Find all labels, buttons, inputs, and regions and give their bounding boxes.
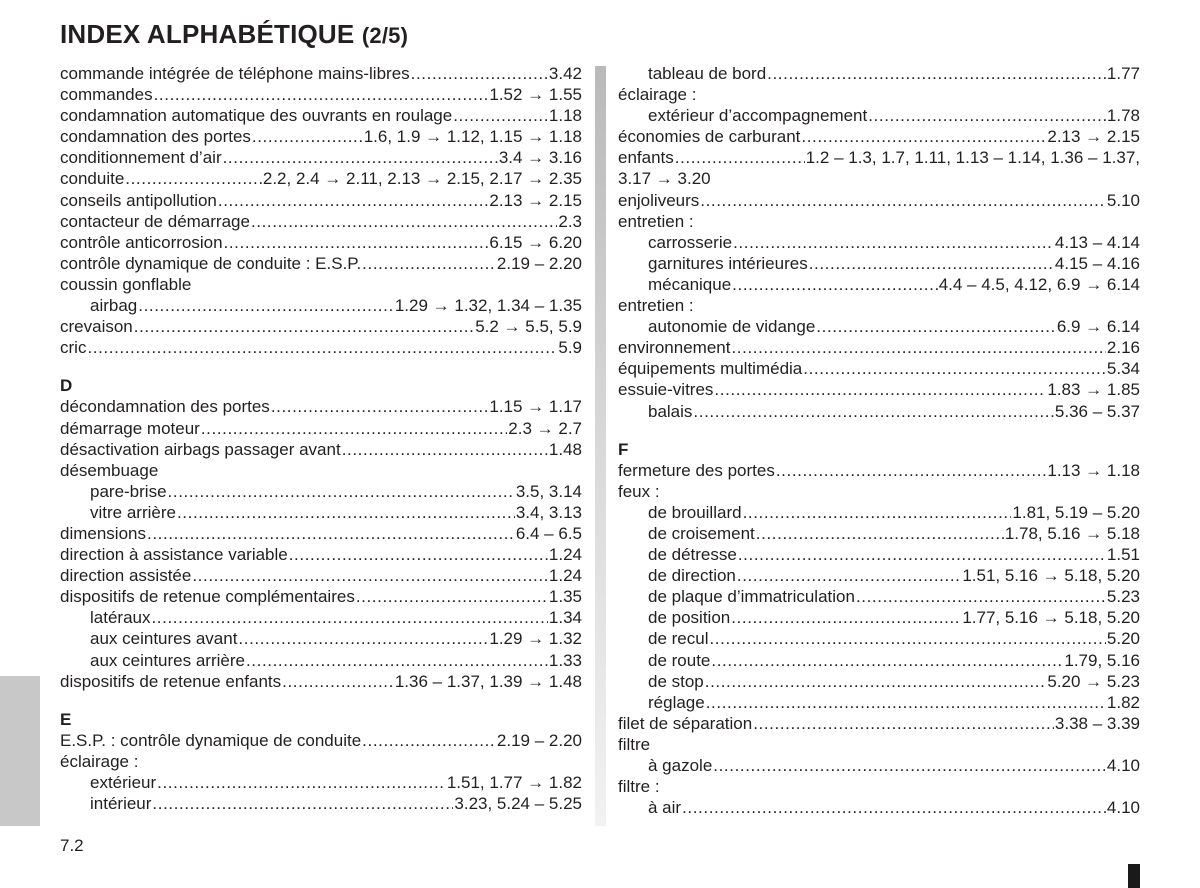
entry-page-refs: 1.48: [548, 439, 582, 459]
entry-page-refs: 1.82: [1106, 692, 1140, 712]
index-group-label: éclairage :: [618, 85, 697, 105]
dot-leader: [731, 337, 1105, 358]
entry-term: mécanique: [648, 274, 732, 294]
index-entry: [60, 190, 582, 211]
entry-page-refs: 6.9 → 6.14: [1056, 317, 1140, 337]
index-entry: [60, 481, 582, 502]
entry-term: fermeture des portes: [618, 460, 775, 480]
entry-page-refs: 4.10: [1106, 798, 1140, 818]
entry-term: de croisement: [648, 523, 755, 543]
entry-page-refs: 2.16: [1106, 338, 1140, 358]
entry-page-refs: 1.77, 5.16 → 5.18, 5.20: [962, 608, 1140, 628]
entry-page-refs: 4.15 – 4.16: [1054, 253, 1140, 273]
dot-leader: [756, 523, 1004, 544]
index-entry: [60, 439, 582, 460]
dot-leader: [192, 565, 548, 586]
index-entry: [618, 565, 1140, 586]
entry-page-refs: 4.10: [1106, 756, 1140, 775]
dot-leader: [682, 797, 1106, 818]
entry-term: conditionnement d’air: [60, 148, 222, 168]
index-entry: [60, 586, 582, 607]
dot-leader: [125, 168, 262, 189]
entry-page-refs: 2.13 → 2.15: [489, 190, 582, 210]
entry-term: de direction: [648, 566, 736, 586]
dot-leader: [737, 565, 961, 586]
index-entry: [60, 628, 582, 649]
entry-page-refs: 5.20 → 5.23: [1047, 671, 1140, 691]
index-entry: [60, 337, 582, 358]
entry-term: décondamnation des portes: [60, 397, 270, 417]
dot-leader: [709, 628, 1105, 649]
section-spacer: [618, 422, 1140, 439]
index-group-label: filtre :: [618, 777, 660, 797]
index-group-label: filtre: [618, 734, 651, 754]
index-group-label: feux :: [618, 481, 660, 501]
entry-term: commande intégrée de téléphone mains-libres: [60, 64, 410, 83]
index-entry: [60, 168, 582, 189]
dot-leader: [147, 523, 515, 544]
index-entry: [618, 105, 1140, 126]
index-entry: [60, 84, 582, 105]
entry-page-refs: 1.83 → 1.85: [1047, 380, 1140, 400]
dot-leader: [218, 190, 488, 211]
entry-term: cric: [60, 338, 87, 358]
entry-page-refs: 4.4 – 4.5, 4.12, 6.9 → 6.14: [938, 274, 1140, 294]
entry-term: essuie-vitres: [618, 380, 714, 400]
entry-page-refs: 3.4, 3.13: [515, 502, 582, 522]
entry-term: équipements multimédia: [618, 359, 803, 379]
dot-leader: [362, 730, 496, 751]
entry-term: environnement: [618, 338, 731, 358]
dot-leader: [134, 316, 474, 337]
entry-page-refs: 2.13 → 2.15: [1047, 127, 1140, 147]
dot-leader: [711, 650, 1063, 671]
entry-page-refs: 1.2 – 1.3, 1.7, 1.11, 1.13 – 1.14, 1.36 – 1.37,: [805, 148, 1140, 168]
entry-term: extérieur: [90, 773, 157, 792]
entry-page-refs: 5.2 → 5.5, 5.9: [475, 317, 582, 337]
entry-page-refs: 5.34: [1106, 359, 1140, 379]
index-entry: [618, 316, 1140, 337]
index-entry: [618, 401, 1140, 422]
entry-page-refs: 5.9: [558, 338, 582, 358]
entry-page-refs: 1.79, 5.16: [1064, 650, 1140, 670]
entry-page-refs: 2.3: [558, 211, 582, 231]
dot-leader: [246, 650, 548, 671]
entry-page-refs: 5.10: [1106, 190, 1140, 210]
dot-leader: [713, 755, 1106, 776]
index-entry: [60, 772, 582, 793]
entry-term: de brouillard: [648, 502, 742, 522]
chapter-tab: [0, 676, 40, 826]
section-spacer: [60, 692, 582, 709]
dot-leader: [356, 586, 548, 607]
dot-leader: [856, 586, 1106, 607]
dot-leader: [152, 793, 453, 814]
entry-term: aux ceintures avant: [90, 629, 238, 649]
index-entry: [60, 544, 582, 565]
entry-term: de position: [648, 608, 731, 628]
index-entry: [618, 671, 1140, 692]
dot-leader: [201, 418, 507, 439]
dot-leader: [801, 126, 1046, 147]
entry-term: condamnation automatique des ouvrants en roulage: [60, 106, 453, 126]
dot-leader: [738, 544, 1106, 565]
dot-leader: [362, 253, 496, 274]
entry-page-refs: 3.4 → 3.16: [498, 148, 582, 168]
entry-page-refs: 1.15 → 1.17: [489, 397, 582, 417]
index-entry: [60, 502, 582, 523]
index-entry: [60, 63, 582, 84]
index-group-label: entretien :: [618, 296, 694, 316]
index-letter-heading: E: [60, 709, 72, 729]
dot-leader: [705, 671, 1047, 692]
dot-leader: [776, 460, 1047, 481]
index-entry: [618, 586, 1140, 607]
dot-leader: [693, 401, 1054, 422]
index-entry: [60, 253, 582, 274]
entry-term: dispositifs de retenue enfants: [60, 671, 282, 691]
entry-term: E.S.P. : contrôle dynamique de conduite: [60, 730, 362, 750]
index-entry: [618, 358, 1140, 379]
dot-leader: [168, 481, 515, 502]
entry-page-refs: 1.51, 5.16 → 5.18, 5.20: [962, 566, 1140, 586]
dot-leader: [223, 147, 498, 168]
entry-term: conduite: [60, 169, 125, 189]
index-entry: [60, 730, 582, 751]
entry-page-refs: 1.35: [548, 587, 582, 607]
entry-page-refs: 1.24: [548, 545, 582, 565]
entry-page-refs: 1.6, 1.9 → 1.12, 1.15 → 1.18: [363, 127, 582, 147]
index-entry: [618, 337, 1140, 358]
dot-leader: [289, 544, 548, 565]
entry-page-refs: 1.51: [1106, 545, 1140, 565]
entry-term: balais: [648, 401, 693, 421]
dot-leader: [224, 232, 489, 253]
entry-term: aux ceintures arrière: [90, 650, 245, 670]
index-entry: [618, 232, 1140, 253]
dot-leader: [271, 396, 489, 417]
entry-term: à gazole: [648, 756, 713, 775]
entry-term: intérieur: [90, 794, 152, 814]
index-entry: [618, 460, 1140, 481]
index-entry: [618, 190, 1140, 211]
entry-term: contacteur de démarrage: [60, 211, 250, 231]
index-entry: [60, 650, 582, 671]
index-group-label: 3.17 → 3.20: [618, 169, 711, 189]
entry-page-refs: 3.23, 5.24 – 5.25: [454, 794, 582, 814]
index-letter-heading: F: [618, 439, 629, 459]
entry-term: conseils antipollution: [60, 190, 217, 210]
entry-page-refs: 2.2, 2.4 → 2.11, 2.13 → 2.15, 2.17 → 2.35: [262, 169, 582, 189]
index-entry: [60, 232, 582, 253]
entry-page-refs: 1.34: [548, 608, 582, 628]
entry-term: latéraux: [90, 608, 151, 628]
page-title-text: INDEX ALPHABÉTIQUE: [60, 19, 355, 49]
entry-term: direction assistée: [60, 566, 192, 586]
entry-page-refs: 3.42: [548, 64, 582, 83]
entry-term: crevaison: [60, 317, 133, 337]
dot-leader: [714, 379, 1046, 400]
index-group-label: coussin gonflable: [60, 274, 192, 294]
page-title: [60, 19, 408, 50]
dot-leader: [453, 105, 548, 126]
entry-page-refs: 2.19 – 2.20: [496, 253, 582, 273]
entry-term: autonomie de vidange: [648, 317, 816, 337]
index-entry: [618, 523, 1140, 544]
dot-leader: [342, 439, 548, 460]
entry-page-refs: 6.15 → 6.20: [489, 232, 582, 252]
dot-leader: [767, 63, 1106, 84]
entry-term: condamnation des portes: [60, 127, 251, 147]
entry-term: de détresse: [648, 545, 737, 565]
index-entry: [618, 755, 1140, 776]
entry-term: extérieur d’accompagnement: [648, 106, 868, 126]
entry-term: garnitures intérieures: [648, 253, 808, 273]
index-entry: [618, 544, 1140, 565]
entry-term: dimensions: [60, 523, 146, 543]
index-entry: [618, 607, 1140, 628]
dot-leader: [753, 713, 1054, 734]
page-number: 7.2: [60, 836, 84, 855]
entry-term: de route: [648, 650, 711, 670]
dot-leader: [411, 63, 548, 84]
entry-page-refs: 1.36 – 1.37, 1.39 → 1.48: [394, 671, 582, 691]
entry-page-refs: 1.51, 1.77 → 1.82: [446, 773, 582, 792]
index-entry: [618, 692, 1140, 713]
page-title-part: (2/5): [361, 23, 409, 48]
entry-page-refs: 4.13 – 4.14: [1054, 232, 1140, 252]
dot-leader: [252, 126, 363, 147]
index-entry: [618, 650, 1140, 671]
dot-leader: [238, 628, 488, 649]
entry-term: pare-brise: [90, 481, 167, 501]
index-group-label: éclairage :: [60, 751, 139, 771]
dot-leader: [177, 502, 515, 523]
entry-page-refs: 1.77: [1106, 64, 1140, 83]
dot-leader: [87, 337, 557, 358]
entry-page-refs: 5.20: [1106, 629, 1140, 649]
index-entry: [60, 105, 582, 126]
entry-term: enfants: [618, 148, 674, 168]
dot-leader: [157, 772, 446, 793]
entry-term: démarrage moteur: [60, 418, 200, 438]
index-entry: [60, 607, 582, 628]
dot-leader: [151, 607, 547, 628]
entry-page-refs: 1.33: [548, 650, 582, 670]
entry-page-refs: 1.13 → 1.18: [1047, 460, 1140, 480]
index-entry: [618, 274, 1140, 295]
index-entry: [618, 253, 1140, 274]
index-entry: [618, 628, 1140, 649]
entry-term: réglage: [648, 692, 705, 712]
dot-leader: [138, 295, 394, 316]
entry-page-refs: 5.36 – 5.37: [1054, 401, 1140, 421]
dot-leader: [868, 105, 1106, 126]
entry-term: de stop: [648, 671, 704, 691]
dot-leader: [251, 211, 557, 232]
entry-term: dispositifs de retenue complémentaires: [60, 587, 355, 607]
dot-leader: [154, 84, 489, 105]
entry-page-refs: 1.29 → 1.32, 1.34 – 1.35: [394, 296, 582, 316]
index-column-right: [618, 63, 1140, 818]
index-entry: [60, 211, 582, 232]
index-entry: [618, 797, 1140, 818]
entry-page-refs: 2.19 – 2.20: [496, 730, 582, 750]
index-column-left: [60, 63, 582, 814]
index-entry: [618, 126, 1140, 147]
dot-leader: [803, 358, 1106, 379]
entry-term: contrôle anticorrosion: [60, 232, 223, 252]
entry-term: carrosserie: [648, 232, 733, 252]
dot-leader: [732, 274, 938, 295]
entry-page-refs: 2.3 → 2.7: [508, 418, 582, 438]
entry-page-refs: 3.5, 3.14: [515, 481, 582, 501]
entry-term: à air: [648, 798, 682, 818]
index-entry: [618, 502, 1140, 523]
dot-leader: [700, 190, 1106, 211]
entry-page-refs: 1.52 → 1.55: [489, 85, 582, 105]
index-entry: [618, 147, 1140, 168]
index-entry: [60, 793, 582, 814]
dot-leader: [809, 253, 1054, 274]
entry-term: direction à assistance variable: [60, 545, 288, 565]
entry-term: enjoliveurs: [618, 190, 700, 210]
dot-leader: [816, 316, 1056, 337]
entry-term: de recul: [648, 629, 709, 649]
entry-term: désactivation airbags passager avant: [60, 439, 341, 459]
entry-page-refs: 1.29 → 1.32: [489, 629, 582, 649]
index-entry: [60, 396, 582, 417]
entry-page-refs: 1.81, 5.19 – 5.20: [1012, 502, 1140, 522]
index-entry: [60, 565, 582, 586]
section-spacer: [60, 358, 582, 375]
index-entry: [618, 63, 1140, 84]
column-divider: [595, 66, 606, 826]
dot-leader: [743, 502, 1012, 523]
entry-term: contrôle dynamique de conduite : E.S.P.: [60, 253, 362, 273]
entry-page-refs: 1.24: [548, 566, 582, 586]
entry-term: économies de carburant: [618, 127, 801, 147]
index-letter-heading: D: [60, 376, 73, 396]
index-entry: [60, 671, 582, 692]
corner-mark: [1128, 864, 1140, 888]
index-entry: [60, 418, 582, 439]
entry-page-refs: 5.23: [1106, 587, 1140, 607]
entry-term: filet de séparation: [618, 713, 753, 733]
entry-page-refs: 1.78, 5.16 → 5.18: [1004, 523, 1140, 543]
index-entry: [60, 295, 582, 316]
entry-page-refs: 1.18: [548, 106, 582, 126]
entry-page-refs: 6.4 – 6.5: [515, 523, 582, 543]
entry-term: de plaque d’immatriculation: [648, 587, 855, 607]
entry-term: vitre arrière: [90, 502, 176, 522]
index-entry: [618, 713, 1140, 734]
entry-term: airbag: [90, 296, 138, 316]
entry-term: commandes: [60, 85, 153, 105]
dot-leader: [675, 147, 805, 168]
index-entry: [60, 126, 582, 147]
entry-page-refs: 3.38 – 3.39: [1054, 713, 1140, 733]
index-entry: [618, 379, 1140, 400]
index-entry: [60, 523, 582, 544]
entry-page-refs: 1.78: [1106, 106, 1140, 126]
index-group-label: entretien :: [618, 211, 694, 231]
dot-leader: [731, 607, 961, 628]
dot-leader: [706, 692, 1106, 713]
index-entry: [60, 316, 582, 337]
index-entry: [60, 147, 582, 168]
dot-leader: [282, 671, 394, 692]
dot-leader: [733, 232, 1054, 253]
entry-term: tableau de bord: [648, 64, 767, 83]
index-group-label: désembuage: [60, 460, 159, 480]
